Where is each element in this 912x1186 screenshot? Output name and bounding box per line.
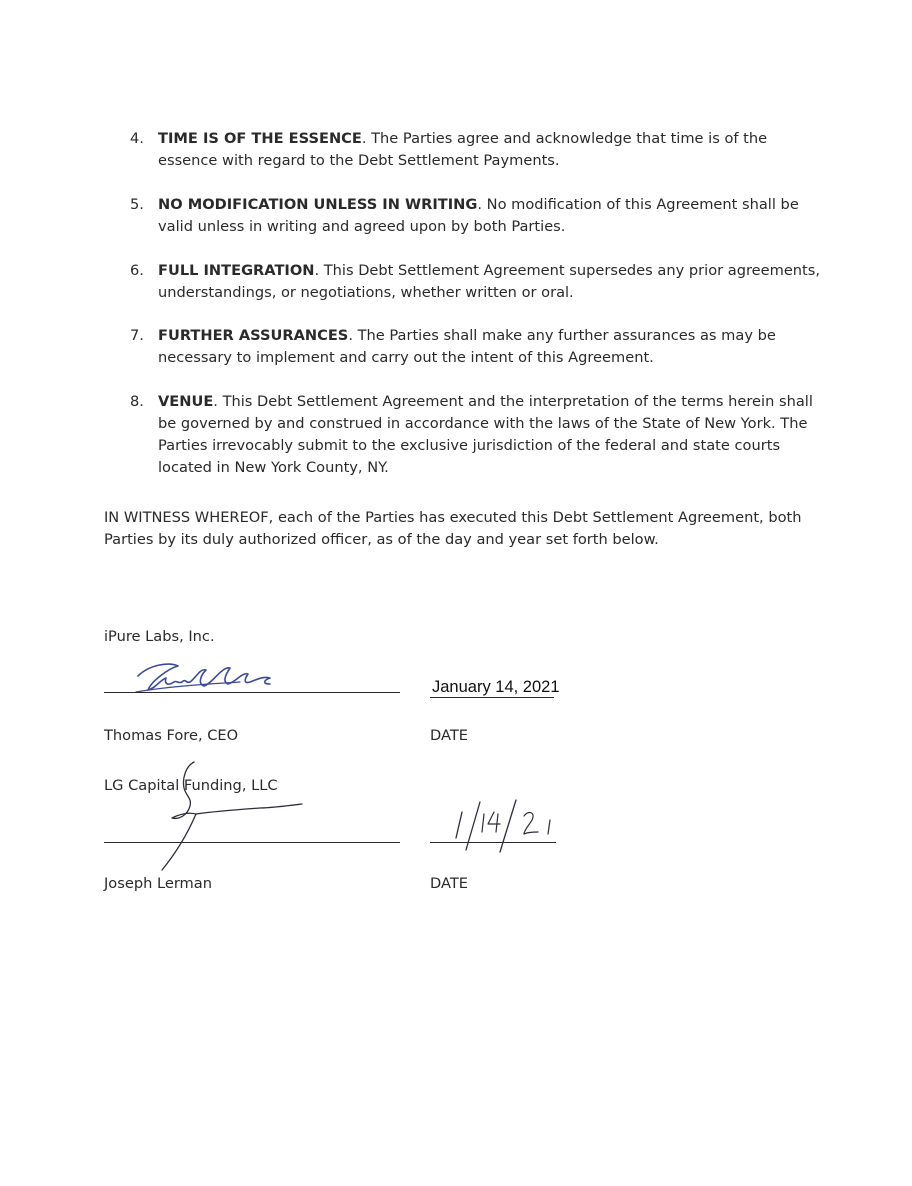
party2-date-handwritten <box>432 798 562 854</box>
party2-company: LG Capital Funding, LLC <box>104 777 278 794</box>
clause-6 <box>130 260 820 304</box>
clause-number: 5. <box>130 196 144 213</box>
clause-text: . No modification of this Agreement shall be valid unless in writing and agreed upon by both Parties. <box>158 196 799 235</box>
party2-date-line <box>430 842 556 843</box>
party1-date-label: DATE <box>430 727 468 744</box>
clause-text: . This Debt Settlement Agreement and the interpretation of the terms herein shall be governed by and construed in accordance with the laws of the State of New York. The Parties irrevocably submit to the exclusive jurisdiction of the federal and state courts located in New York County, NY. <box>158 393 813 476</box>
party1-date-line <box>430 697 554 698</box>
clause-8 <box>130 391 820 479</box>
clause-title: TIME IS OF THE ESSENCE <box>158 130 362 147</box>
clause-4 <box>130 128 820 172</box>
clause-number: 7. <box>130 327 144 344</box>
clause-7 <box>130 325 820 369</box>
clause-number: 4. <box>130 130 144 147</box>
party1-date-value: January 14, 2021 <box>432 678 560 696</box>
clause-title: FULL INTEGRATION <box>158 262 315 279</box>
party1-company: iPure Labs, Inc. <box>104 628 215 645</box>
clause-text: . This Debt Settlement Agreement supersedes any prior agreements, understandings, or negotiations, whether written or oral. <box>158 262 821 301</box>
clause-title: NO MODIFICATION UNLESS IN WRITING <box>158 196 478 213</box>
clause-title: FURTHER ASSURANCES <box>158 327 349 344</box>
party2-date-label: DATE <box>430 875 468 892</box>
clause-number: 8. <box>130 393 144 410</box>
party2-signature <box>150 758 310 878</box>
party2-signer-name: Joseph Lerman <box>104 875 212 892</box>
clause-number: 6. <box>130 262 144 279</box>
clause-text: . The Parties shall make any further assurances as may be necessary to implement and carry out the intent of this Agreement. <box>158 327 776 366</box>
party2-signature-line <box>104 842 400 843</box>
party1-signer-name: Thomas Fore, CEO <box>104 727 239 744</box>
clause-title: VENUE <box>158 393 214 410</box>
party1-signature-line <box>104 692 400 693</box>
clause-5 <box>130 194 820 238</box>
witness-paragraph: IN WITNESS WHEREOF, each of the Parties has executed this Debt Settlement Agreement, both Parties by its duly authorized officer, as of the day and year set forth below. <box>104 509 802 548</box>
clause-text: . The Parties agree and acknowledge that time is of the essence with regard to the Debt Settlement Payments. <box>158 130 768 169</box>
